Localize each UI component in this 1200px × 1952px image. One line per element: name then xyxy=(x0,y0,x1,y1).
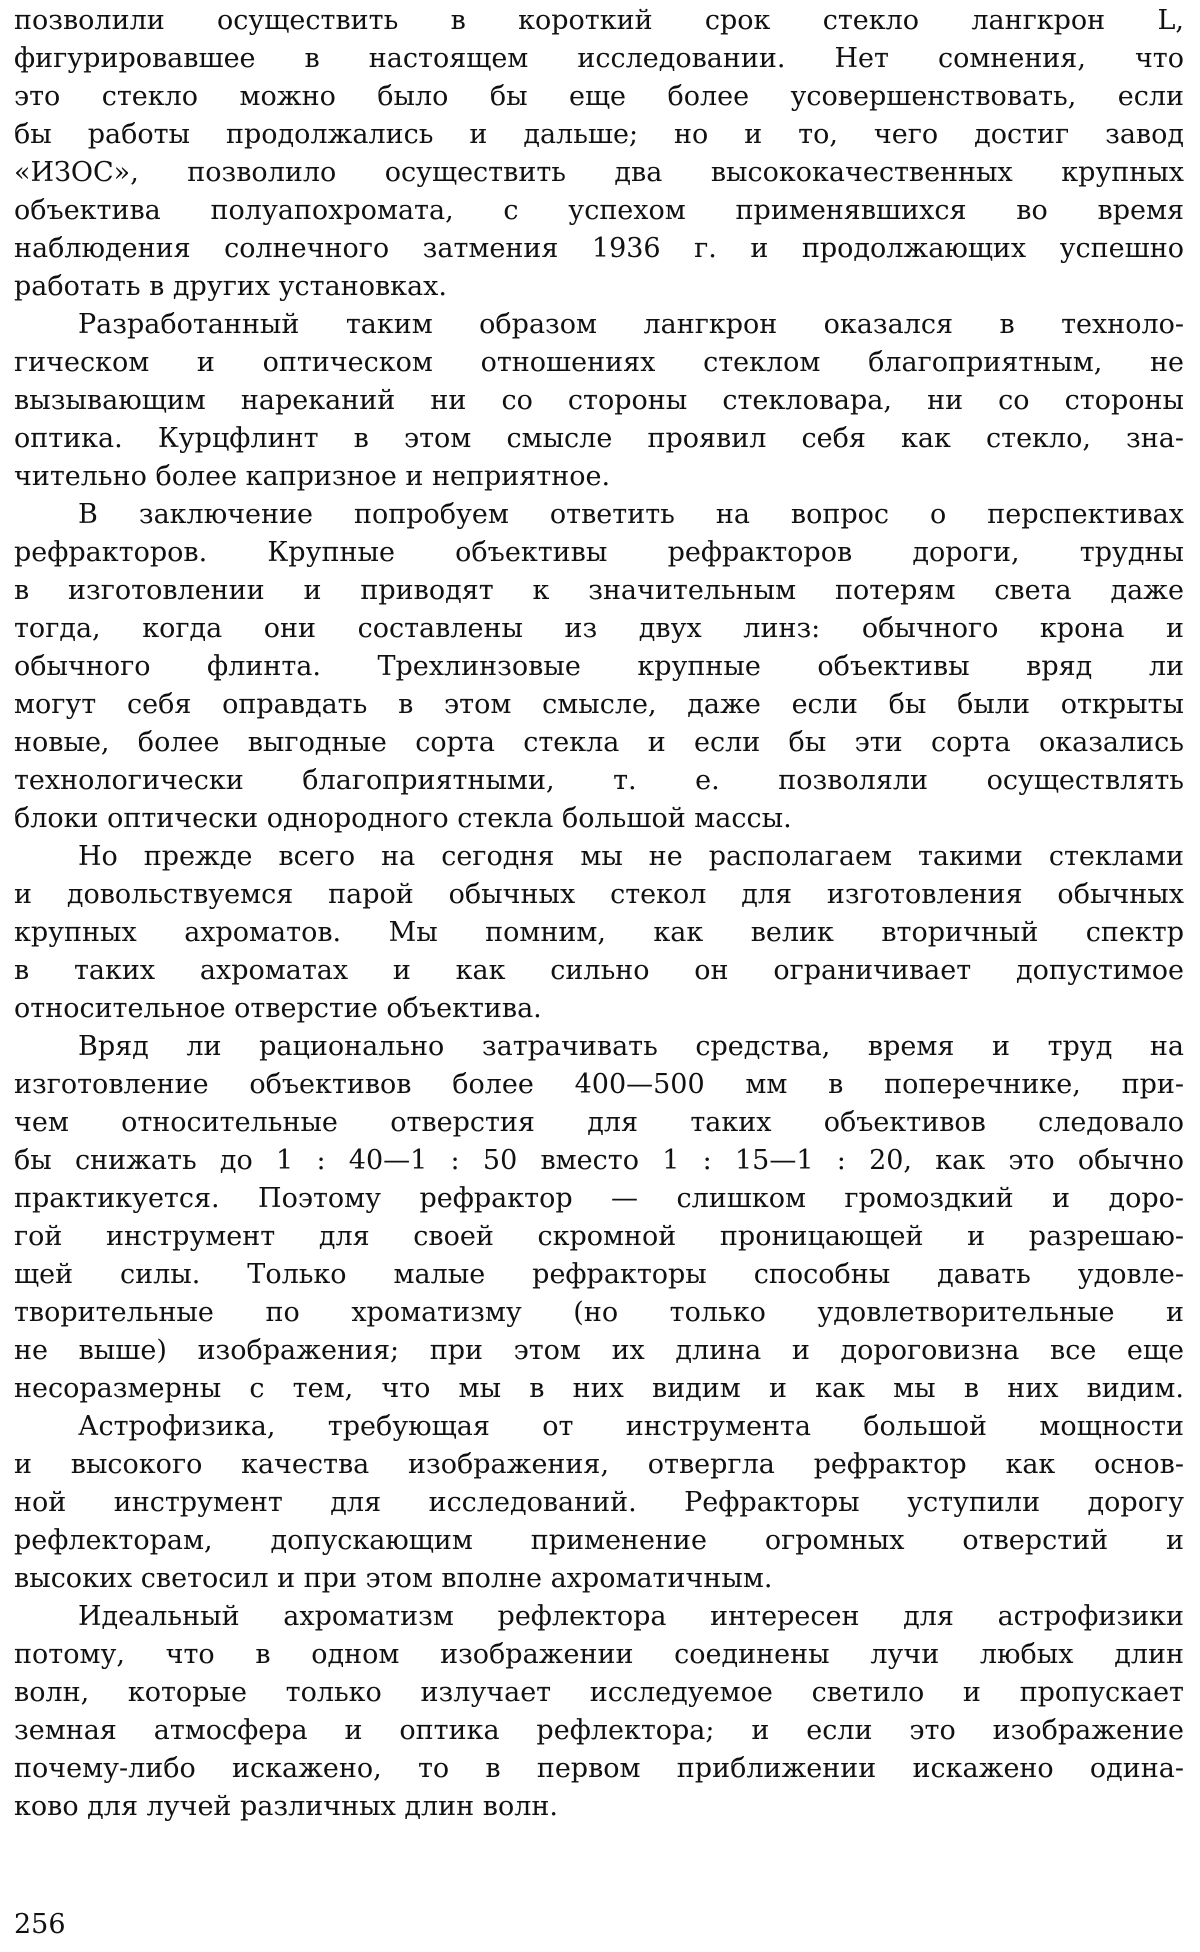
text-line: гой инструмент для своей скромной проницающей и разрешаю- xyxy=(14,1221,1184,1252)
text-line: могут себя оправдать в этом смысле, даже если бы были открыты xyxy=(14,689,1184,720)
text-line: рефлекторам, допускающим применение огромных отверстий и xyxy=(14,1525,1184,1556)
text-line: высоких светосил и при этом вполне ахроматичным. xyxy=(14,1563,773,1594)
text-line: «ИЗОС», позволило осуществить два высококачественных крупных xyxy=(14,157,1184,188)
paragraph-start-line: Вряд ли рационально затрачивать средства, время и труд на xyxy=(78,1031,1184,1062)
text-line: в изготовлении и приводят к значительным потерям света даже xyxy=(14,575,1184,606)
text-line: рефракторов. Крупные объективы рефракторов дороги, трудны xyxy=(14,537,1184,568)
text-line: вызывающим нареканий ни со стороны стекловара, ни со стороны xyxy=(14,385,1184,416)
text-line: позволили осуществить в короткий срок стекло лангкрон L, xyxy=(14,5,1184,36)
paragraph-start-line: Но прежде всего на сегодня мы не располагаем такими стеклами xyxy=(78,841,1184,872)
text-line: почему-либо искажено, то в первом приближении искажено одина- xyxy=(14,1753,1184,1784)
text-line: тогда, когда они составлены из двух линз: обычного крона и xyxy=(14,613,1184,644)
text-line: в таких ахроматах и как сильно он ограничивает допустимое xyxy=(14,955,1184,986)
paragraph-start-line: Астрофизика, требующая от инструмента большой мощности xyxy=(78,1411,1184,1442)
text-line: несоразмерны с тем, что мы в них видим и как мы в них видим. xyxy=(14,1373,1184,1404)
text-line: новые, более выгодные сорта стекла и если бы эти сорта оказались xyxy=(14,727,1184,758)
text-line: блоки оптически однородного стекла большой массы. xyxy=(14,803,792,834)
text-line: относительное отверстие объектива. xyxy=(14,993,542,1024)
text-line: объектива полуапохромата, с успехом применявшихся во время xyxy=(14,195,1184,226)
book-page xyxy=(14,0,1190,1952)
text-line: чем относительные отверстия для таких объективов следовало xyxy=(14,1107,1184,1138)
text-line: наблюдения солнечного затмения 1936 г. и продолжающих успешно xyxy=(14,233,1184,264)
text-line: работать в других установках. xyxy=(14,271,447,302)
text-line: потому, что в одном изображении соединены лучи любых длин xyxy=(14,1639,1184,1670)
text-line: ной инструмент для исследований. Рефракторы уступили дорогу xyxy=(14,1487,1184,1518)
text-line: бы снижать до 1 : 40—1 : 50 вместо 1 : 15—1 : 20, как это обычно xyxy=(14,1145,1184,1176)
text-line: это стекло можно было бы еще более усовершенствовать, если xyxy=(14,81,1184,112)
text-line: ково для лучей различных длин волн. xyxy=(14,1791,558,1822)
text-line: щей силы. Только малые рефракторы способны давать удовле- xyxy=(14,1259,1184,1290)
text-line: чительно более капризное и неприятное. xyxy=(14,461,611,492)
text-line: технологически благоприятными, т. е. позволяли осуществлять xyxy=(14,765,1184,796)
text-line: изготовление объективов более 400—500 мм в поперечнике, при- xyxy=(14,1069,1184,1100)
text-line: бы работы продолжались и дальше; но и то, чего достиг завод xyxy=(14,119,1184,150)
text-line: и довольствуемся парой обычных стекол для изготовления обычных xyxy=(14,879,1184,910)
text-line: практикуется. Поэтому рефрактор — слишком громоздкий и доро- xyxy=(14,1183,1184,1214)
text-line: крупных ахроматов. Мы помним, как велик вторичный спектр xyxy=(14,917,1184,948)
text-line: обычного флинта. Трехлинзовые крупные объективы вряд ли xyxy=(14,651,1184,682)
text-line: фигурировавшее в настоящем исследовании. Нет сомнения, что xyxy=(14,43,1184,74)
text-line: земная атмосфера и оптика рефлектора; и если это изображение xyxy=(14,1715,1184,1746)
paragraph-start-line: Разработанный таким образом лангкрон оказался в техноло- xyxy=(78,309,1184,340)
text-line: оптика. Курцфлинт в этом смысле проявил себя как стекло, зна- xyxy=(14,423,1184,454)
paragraph-start-line: Идеальный ахроматизм рефлектора интересен для астрофизики xyxy=(78,1601,1184,1632)
page-number: 256 xyxy=(14,1909,66,1940)
text-line: волн, которые только излучает исследуемое светило и пропускает xyxy=(14,1677,1184,1708)
text-line: и высокого качества изображения, отвергла рефрактор как основ- xyxy=(14,1449,1184,1480)
paragraph-start-line: В заключение попробуем ответить на вопрос о перспективах xyxy=(78,499,1184,530)
text-line: гическом и оптическом отношениях стеклом благоприятным, не xyxy=(14,347,1184,378)
text-line: творительные по хроматизму (но только удовлетворительные и xyxy=(14,1297,1184,1328)
text-line: не выше) изображения; при этом их длина и дороговизна все еще xyxy=(14,1335,1184,1366)
